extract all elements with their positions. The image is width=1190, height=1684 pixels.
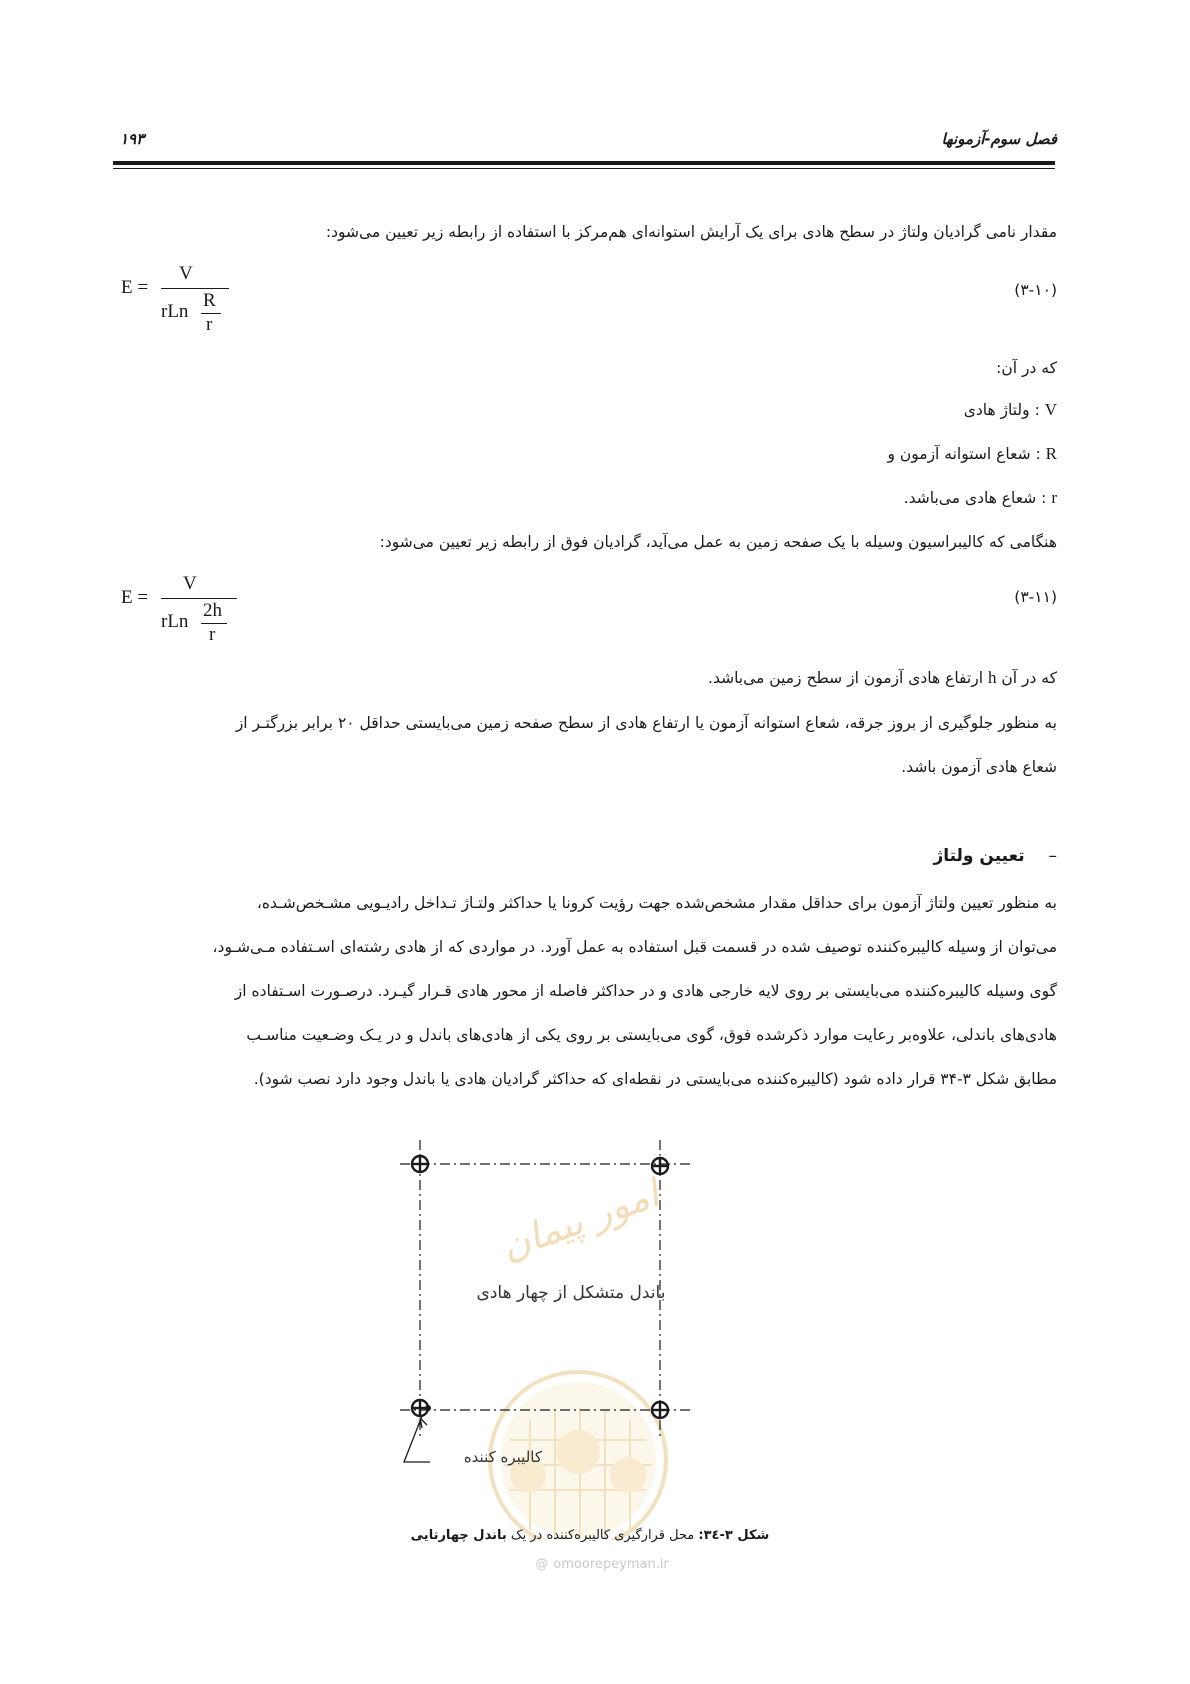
calibrator-label: کالیبره کننده [463, 1448, 542, 1466]
definition-v: ولتاژ هادی : V [963, 400, 1057, 419]
eq2-inner-denominator: r [209, 624, 216, 645]
section-title: تعیین ولتاژ [933, 846, 1025, 866]
eq2-numerator: V [183, 573, 197, 594]
caption-bold-end: باندل چهارتایی [410, 1528, 507, 1543]
section-heading [757, 846, 1057, 866]
equation-number-3-11: (۳-۱۱) [1014, 588, 1057, 606]
section-dash: – [1048, 846, 1057, 866]
intro-paragraph: مقدار نامی گرادیان ولتاژ در سطح هادی برای یک آرایش استوانه‌ای هم‌مرکز با استفاده از رابطه زیر تعیین می‌شود: [325, 223, 1057, 241]
equation-3-11 [121, 573, 251, 643]
voltage-para-line-2: می‌توان از وسیله کالیبره‌کننده توصیف شده در قسمت قبل استفاده به عمل آورد. در مواردی که از هادی رشته‌ای اسـتفاده مـی‌شـود، [212, 938, 1057, 956]
h-definition [117, 668, 1057, 688]
eq1-numerator: V [179, 263, 193, 284]
header-rule-thin [113, 168, 1055, 169]
voltage-para-line-1: به منظور تعیین ولتاژ آزمون برای حداقل مقدار مشخص‌شده جهت رؤیت کرونا یا حداکثر ولتـاژ تـداخل رادیـویی مشـخص‌شـده، [256, 894, 1057, 912]
watermark-at-icon: @ [535, 1557, 549, 1572]
conductor-bottom-right [652, 1402, 668, 1418]
watermark-site-text: omoorepeyman.ir [553, 1557, 669, 1572]
watermark-site [502, 1553, 702, 1572]
def-v-text: ولتاژ هادی [963, 401, 1030, 419]
figure-caption [370, 1528, 810, 1543]
caption-number: شکل ۳-۳٤: [698, 1528, 770, 1543]
calibrator-sphere [425, 1405, 431, 1411]
header-rule-thick [113, 161, 1055, 165]
eq1-inner-numerator: R [203, 290, 216, 311]
eq1-inner-denominator: r [206, 314, 213, 335]
spark-prevention-line-1: به منظور جلوگیری از بروز جرقه، شعاع استوانه آزمون یا ارتفاع هادی از سطح صفحه زمین می‌بایستی حداقل ۲۰ برابر بزرگتـر از [235, 714, 1057, 732]
eq1-fraction-bar [161, 288, 229, 289]
voltage-para-line-4: هادی‌های باندلی، علاوه‌بر رعایت موارد ذکرشده فوق، گوی می‌بایستی بر روی یکی از هادی‌های باندل و در یـک وضـعیت مناسـب [246, 1026, 1057, 1044]
def-r-lower-text: شعاع هادی می‌باشد. [903, 489, 1037, 507]
eq1-lhs: E = [121, 277, 149, 298]
watermark-seal-text: امور پیمان [495, 1171, 665, 1269]
equation-3-10 [121, 263, 241, 333]
def-r-upper-symbol: R [1045, 444, 1057, 463]
ground-plane-intro: هنگامی که کالیبراسیون وسیله با یک صفحه زمین به عمل می‌آید، گرادیان فوق از رابطه زیر تعیین می‌شود: [379, 533, 1057, 551]
chapter-title: فصل سوم-آزمونها [941, 130, 1057, 148]
bundle-label: باندل متشکل از چهار هادی [476, 1283, 666, 1303]
caption-text: محل قرارگیری کالیبره‌کننده در یک [510, 1528, 695, 1543]
h-def-symbol: h [987, 668, 997, 687]
eq2-inner-numerator: 2h [203, 600, 222, 621]
eq2-denom-prefix: rLn [161, 611, 189, 632]
def-r-upper-text: شعاع استوانه آزمون و [887, 445, 1031, 463]
where-intro: که در آن: [996, 359, 1057, 377]
h-def-after: ارتفاع هادی آزمون از سطح زمین می‌باشد. [708, 669, 983, 687]
h-def-before: که در آن [1001, 669, 1057, 687]
voltage-para-line-5: مطابق شکل ۳-۳۴ قرار داده شود (کالیبره‌کننده می‌بایستی در نقطه‌ای که حداکثر گرادیان هادی یا باندل وجود دارد نصب شود). [253, 1070, 1057, 1088]
definition-r-lower: شعاع هادی می‌باشد. : r [903, 488, 1057, 507]
equation-number-3-10: (۳-۱۰) [1014, 281, 1057, 299]
eq2-fraction-bar [161, 598, 237, 599]
spark-prevention-line-2: شعاع هادی آزمون باشد. [901, 758, 1057, 776]
conductor-top-left [412, 1156, 428, 1172]
def-r-lower-symbol: r [1051, 488, 1057, 507]
eq1-denom-prefix: rLn [161, 301, 189, 322]
definition-r-upper: شعاع استوانه آزمون و : R [887, 444, 1057, 463]
eq2-lhs: E = [121, 587, 149, 608]
voltage-para-line-3: گوی وسیله کالیبره‌کننده می‌بایستی بر روی لایه خارجی هادی و در حداکثر فاصله از محور هادی قـرار گیـرد. درصـورت اسـتفاده از [234, 982, 1057, 1000]
calibrator-leader [404, 1416, 430, 1462]
def-v-symbol: V [1044, 400, 1057, 419]
page-number: ۱۹۳ [120, 130, 145, 148]
